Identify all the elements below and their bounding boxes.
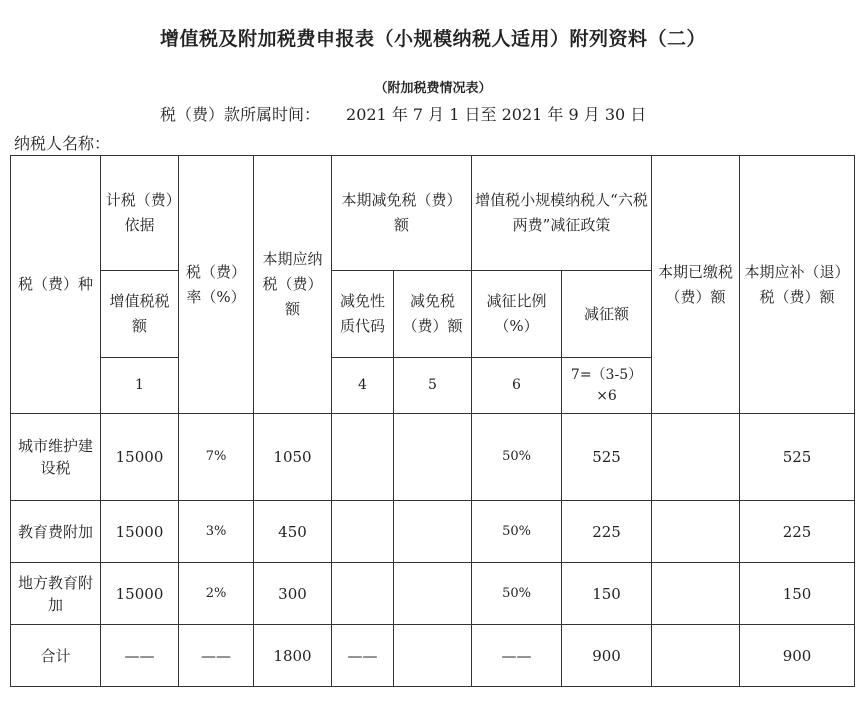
row-tax-name: 地方教育附加 (11, 563, 101, 625)
surcharge-table (10, 155, 855, 687)
row-rate: —— (179, 625, 254, 687)
tax-period-value: 2021 年 7 月 1 日至 2021 年 9 月 30 日 (346, 105, 647, 124)
row-refund: 150 (740, 563, 855, 625)
tax-period (160, 102, 646, 125)
row-reduction-code: —— (332, 625, 394, 687)
row-reduction-code (332, 563, 394, 625)
row-tax-name: 合计 (11, 625, 101, 687)
row-rate: 2% (179, 563, 254, 625)
row-reduction-amount (394, 625, 472, 687)
table-row (11, 563, 855, 625)
colnum-ratio: 6 (472, 358, 562, 414)
page-subtitle: （附加税费情况表） (374, 81, 492, 96)
header-policy-ratio: 减征比例（%） (472, 271, 562, 358)
row-policy-ratio: —— (472, 625, 562, 687)
row-policy-ratio: 50% (472, 563, 562, 625)
colnum-reduction: 5 (394, 358, 472, 414)
header-rate: 税（费）率（%） (179, 156, 254, 414)
row-reduction-amount (394, 563, 472, 625)
header-refund: 本期应补（退）税（费）额 (740, 156, 855, 414)
row-paid (652, 563, 740, 625)
row-basis: 15000 (101, 563, 179, 625)
row-refund: 225 (740, 501, 855, 563)
row-payable: 300 (254, 563, 332, 625)
header-basis-group: 计税（费）依据 (101, 156, 179, 271)
row-basis: 15000 (101, 501, 179, 563)
row-paid (652, 625, 740, 687)
row-reduction-amount (394, 501, 472, 563)
colnum-code: 4 (332, 358, 394, 414)
row-paid (652, 501, 740, 563)
row-policy-amount: 150 (562, 563, 652, 625)
header-policy-group: 增值税小规模纳税人“六税两费”减征政策 (472, 156, 652, 271)
row-payable: 450 (254, 501, 332, 563)
header-paid: 本期已缴税（费）额 (652, 156, 740, 414)
taxpayer-name-label: 纳税人名称： (14, 134, 111, 153)
row-rate: 7% (179, 414, 254, 501)
row-basis: 15000 (101, 414, 179, 501)
row-tax-name: 教育费附加 (11, 501, 101, 563)
row-reduction-amount (394, 414, 472, 501)
header-tax-type: 税（费）种 (11, 156, 101, 414)
row-paid (652, 414, 740, 501)
row-refund: 525 (740, 414, 855, 501)
header-basis-sub: 增值税税额 (101, 271, 179, 358)
header-policy-amount: 减征额 (562, 271, 652, 358)
header-reduction-group: 本期减免税（费）额 (332, 156, 472, 271)
row-basis: —— (101, 625, 179, 687)
row-rate: 3% (179, 501, 254, 563)
colnum-policy-amount: 7=（3-5）×6 (562, 358, 652, 414)
row-reduction-code (332, 501, 394, 563)
table-row (11, 501, 855, 563)
table-row (11, 414, 855, 501)
row-tax-name: 城市维护建设税 (11, 414, 101, 501)
row-policy-amount: 525 (562, 414, 652, 501)
row-refund: 900 (740, 625, 855, 687)
tax-period-label: 税（费）款所属时间： (160, 105, 321, 124)
row-policy-amount: 225 (562, 501, 652, 563)
header-payable: 本期应纳税（费）额 (254, 156, 332, 414)
row-policy-ratio: 50% (472, 501, 562, 563)
row-policy-ratio: 50% (472, 414, 562, 501)
row-payable: 1050 (254, 414, 332, 501)
total-row (11, 625, 855, 687)
row-reduction-code (332, 414, 394, 501)
row-policy-amount: 900 (562, 625, 652, 687)
page-title: 增值税及附加税费申报表（小规模纳税人适用）附列资料（二） (159, 28, 706, 50)
header-reduction-amount: 减免税（费）额 (394, 271, 472, 358)
row-payable: 1800 (254, 625, 332, 687)
header-reduction-code: 减免性质代码 (332, 271, 394, 358)
colnum-basis: 1 (101, 358, 179, 414)
